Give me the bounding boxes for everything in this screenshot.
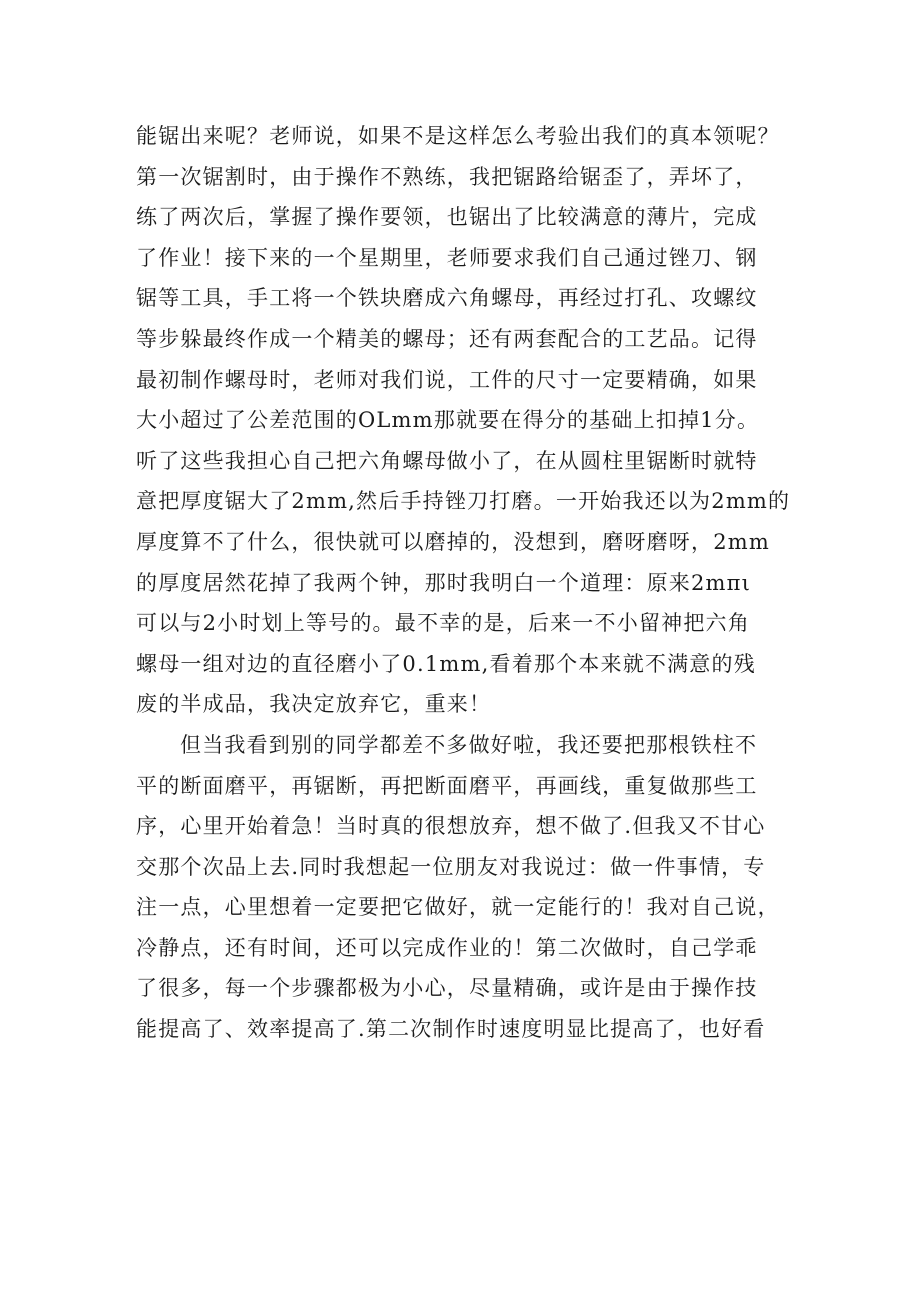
text-line: 交那个次品上去.同时我想起一位朋友对我说过：做一件事情，专: [136, 854, 766, 879]
text-line: 了很多，每一个步骤都极为小心，尽量精确，或许是由于操作技: [136, 976, 758, 1001]
text-line: 可以与2小时划上等号的。最不幸的是，后来一不小留神把六角: [136, 611, 750, 636]
text-line: 螺母一组对边的直径磨小了0.1mm,看着那个本来就不满意的残: [136, 651, 756, 676]
text-line: 最初制作螺母时，老师对我们说，工件的尺寸一定要精确，如果: [136, 367, 758, 392]
text-line: 的厚度居然花掉了我两个钟，那时我明白一个道理：原来2mπι: [136, 570, 752, 595]
text-line: 能提高了、效率提高了.第二次制作时速度明显比提高了，也好看: [136, 1017, 766, 1042]
text-line: 废的半成品，我决定放弃它，重来！: [136, 692, 492, 717]
body-text: [136, 116, 816, 1050]
text-line: 平的断面磨平，再锯断，再把断面磨平，再画线，重复做那些工: [136, 773, 758, 798]
text-line: 能锯出来呢？老师说，如果不是这样怎么考验出我们的真本领呢？: [136, 124, 780, 148]
text-line: 序，心里开始着急！当时真的很想放弃，想不做了.但我又不甘心: [136, 814, 766, 839]
text-line: 第一次锯割时，由于操作不熟练，我把锯路给锯歪了，弄坏了，: [136, 164, 758, 189]
text-line: 锯等工具，手工将一个铁块磨成六角螺母，再经过打孔、攻螺纹: [136, 286, 758, 311]
text-line: 厚度算不了什么，很快就可以磨掉的，没想到，磨呀磨呀，2mm: [136, 529, 770, 554]
text-line: 注一点，心里想着一定要把它做好，就一定能行的！我对自己说，: [136, 895, 780, 920]
text-line: 意把厚度锯大了2mm,然后手持锉刀打磨。一开始我还以为2mm的: [136, 489, 791, 514]
text-line: 练了两次后，掌握了操作要领，也锯出了比较满意的薄片，完成: [136, 205, 758, 230]
text-line: 了作业！接下来的一个星期里，老师要求我们自己通过锉刀、钢: [136, 245, 758, 270]
text-line: 但当我看到别的同学都差不多做好啦，我还要把那根铁柱不: [180, 732, 758, 757]
text-line: 听了这些我担心自己把六角螺母做小了，在从圆柱里锯断时就特: [136, 448, 758, 473]
text-line: 等步躲最终作成一个精美的螺母；还有两套配合的工艺品。记得: [136, 326, 758, 351]
text-line: 大小超过了公差范围的OLmm那就要在得分的基础上扣掉1分。: [136, 408, 760, 433]
text-line: 冷静点，还有时间，还可以完成作业的！第二次做时，自己学乖: [136, 935, 758, 960]
